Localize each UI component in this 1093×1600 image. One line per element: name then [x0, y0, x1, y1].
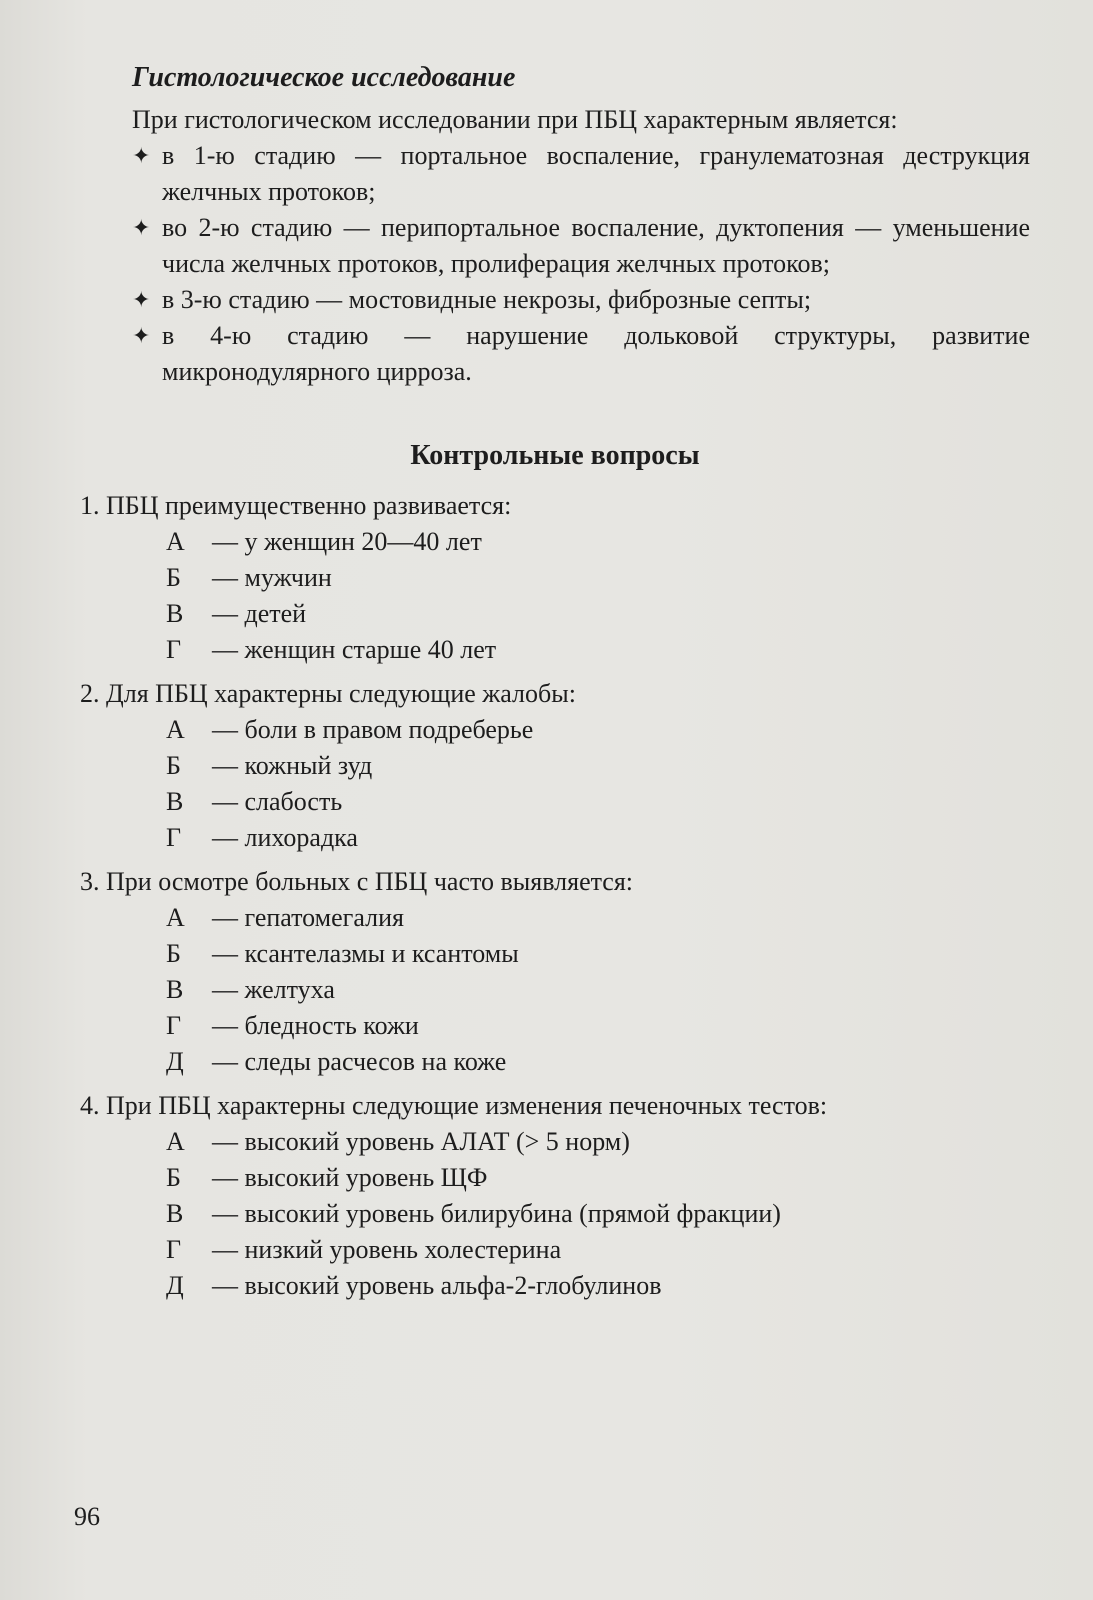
four-point-star-icon: ✦ — [132, 287, 151, 312]
option-letter: Б — [166, 939, 181, 968]
option-text: — желтуха — [212, 975, 335, 1004]
answer-option — [166, 1268, 1030, 1304]
option-text: — мужчин — [212, 563, 332, 592]
list-item — [132, 138, 1030, 210]
page-number: 96 — [74, 1502, 100, 1531]
option-text: — высокий уровень билирубина (прямой фракции) — [212, 1199, 781, 1228]
question-1 — [80, 488, 1030, 668]
option-text: — лихорадка — [212, 823, 358, 852]
option-text: — женщин старше 40 лет — [212, 635, 497, 664]
option-text: — следы расчесов на коже — [212, 1047, 507, 1076]
section-heading-histology: Гистологическое исследование — [132, 62, 516, 93]
option-letter: Г — [166, 823, 182, 852]
histology-stage-list — [80, 138, 1030, 390]
answer-option — [166, 1124, 1030, 1160]
answer-option — [166, 596, 1030, 632]
answer-option — [166, 972, 1030, 1008]
option-text: — бледность кожи — [212, 1011, 419, 1040]
answer-option — [166, 748, 1030, 784]
answer-option — [166, 1232, 1030, 1268]
answer-option — [166, 900, 1030, 936]
four-point-star-icon: ✦ — [132, 143, 151, 168]
answer-option — [166, 1044, 1030, 1080]
option-text: — кожный зуд — [212, 751, 373, 780]
section-heading-quiz: Контрольные вопросы — [410, 440, 700, 471]
option-text: — гепатомегалия — [212, 903, 404, 932]
option-text: — высокий уровень ЩФ — [212, 1163, 488, 1192]
answer-option — [166, 524, 1030, 560]
option-letter: Г — [166, 1011, 182, 1040]
option-letter: Г — [166, 635, 182, 664]
answer-option — [166, 936, 1030, 972]
question-text: 3. При осмотре больных с ПБЦ часто выявляется: — [80, 867, 634, 896]
four-point-star-icon: ✦ — [132, 215, 151, 240]
question-text: 1. ПБЦ преимущественно развивается: — [80, 491, 512, 520]
question-text: 2. Для ПБЦ характерны следующие жалобы: — [80, 679, 576, 708]
option-letter: А — [166, 1127, 185, 1156]
option-text: — у женщин 20—40 лет — [212, 527, 482, 556]
question-2 — [80, 676, 1030, 856]
answer-option — [166, 632, 1030, 668]
list-item-text: в 4-ю стадию — нарушение дольковой структуры, развитие микронодулярного цирроза. — [162, 321, 1030, 386]
option-letter: Б — [166, 563, 181, 592]
option-letter: Д — [166, 1271, 184, 1300]
option-letter: В — [166, 1199, 184, 1228]
question-3 — [80, 864, 1030, 1080]
answer-option — [166, 784, 1030, 820]
option-text: — ксантелазмы и ксантомы — [212, 939, 519, 968]
option-letter: Д — [166, 1047, 184, 1076]
answer-option — [166, 712, 1030, 748]
answer-options — [80, 712, 1030, 856]
option-letter: А — [166, 903, 185, 932]
option-letter: В — [166, 787, 184, 816]
option-letter: А — [166, 527, 185, 556]
option-text: — боли в правом подреберье — [212, 715, 534, 744]
option-letter: Б — [166, 751, 181, 780]
option-text: — детей — [212, 599, 307, 628]
four-point-star-icon: ✦ — [132, 323, 151, 348]
answer-options — [80, 900, 1030, 1080]
answer-option — [166, 1196, 1030, 1232]
page-content — [80, 52, 1030, 1312]
list-item-text: в 3-ю стадию — мостовидные некрозы, фиброзные септы; — [162, 285, 812, 314]
option-letter: Б — [166, 1163, 181, 1192]
question-4 — [80, 1088, 1030, 1304]
option-text: — низкий уровень холестерина — [212, 1235, 562, 1264]
option-letter: В — [166, 975, 184, 1004]
list-item-text: во 2-ю стадию — перипортальное воспаление, дуктопения — уменьшение числа желчных протоков, пролиферация желчных протоков; — [162, 213, 1030, 278]
answer-option — [166, 1160, 1030, 1196]
option-letter: Г — [166, 1235, 182, 1264]
option-text: — слабость — [212, 787, 343, 816]
option-text: — высокий уровень АЛАТ (> 5 норм) — [212, 1127, 630, 1156]
answer-option — [166, 820, 1030, 856]
answer-options — [80, 524, 1030, 668]
answer-option — [166, 560, 1030, 596]
list-item — [132, 282, 1030, 318]
option-text: — высокий уровень альфа-2-глобулинов — [212, 1271, 662, 1300]
list-item-text: в 1-ю стадию — портальное воспаление, гранулематозная деструкция желчных протоков; — [162, 141, 1030, 206]
answer-option — [166, 1008, 1030, 1044]
option-letter: В — [166, 599, 184, 628]
answer-options — [80, 1124, 1030, 1304]
list-item — [132, 318, 1030, 390]
list-item — [132, 210, 1030, 282]
question-text: 4. При ПБЦ характерны следующие изменения печеночных тестов: — [80, 1091, 828, 1120]
option-letter: А — [166, 715, 185, 744]
histology-intro: При гистологическом исследовании при ПБЦ характерным является: — [132, 105, 898, 134]
